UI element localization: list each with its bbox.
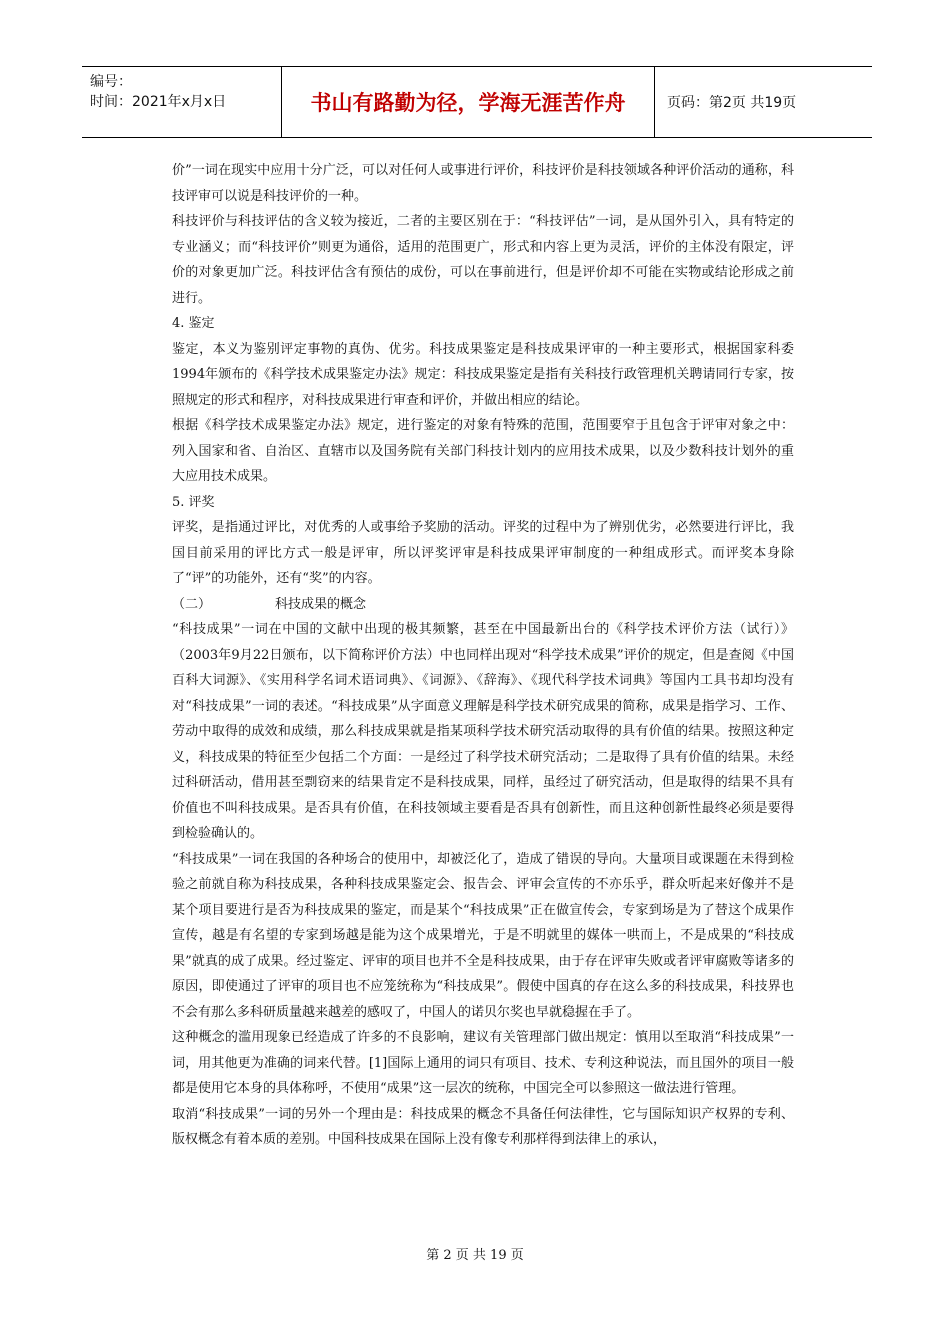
paragraph: 科技评价与科技评估的含义较为接近，二者的主要区别在于：“科技评估”一词，是从国外引入，具有特定的专业涵义；而“科技评价”则更为通俗，适用的范围更广，形式和内容上更为灵活，评价的主体没有限定，评价的对象更加广泛。科技评估含有预估的成份，可以在事前进行，但是评价却不可能在实物或结论形成之前进行。 [172,214,794,306]
time-label: 时间：2021年x月x日 [90,94,227,110]
subsection-number: （二） [172,596,212,612]
paragraph: 取消“科技成果”一词的另外一个理由是：科技成果的概念不具备任何法律性，它与国际知识产权界的专利、版权概念有着本质的差别。中国科技成果在国际上没有像专利那样得到法律上的承认， [172,1106,794,1147]
section-heading-appraisal: 4. 鉴定 [172,316,215,331]
header-motto: 书山有路勤为径，学海无涯苦作舟 [282,67,655,137]
header-meta [82,67,282,137]
header-page-info: 页码：第2页 共19页 [667,95,797,111]
paragraph: “科技成果”一词在我国的各种场合的使用中，却被泛化了，造成了错误的导向。大量项目或课题在未得到检验之前就自称为科技成果，各种科技成果鉴定会、报告会、评审会宣传的不亦乐乎，群众听起来好像并不是某个项目要进行是否为科技成果的鉴定，而是某个“科技成果”正在做宣传会，专家到场是为了替这个成果作宣传，越是有名望的专家到场越是能为这个成果增光，于是不明就里的媒体一哄而上，不是成果的“科技成果”就真的成了成果。经过鉴定、评审的项目也并不全是科技成果，由于存在评审失败或者评审腐败等诸多的原因，即使通过了评审的项目也不应笼统称为“科技成果”。假使中国真的存在这么多的科技成果，科技界也不会有那么多科研质量越来越差的感叹了，中国人的诺贝尔奖也早就稳握在手了。 [172,851,794,1020]
page-footer: 第 2 页 共 19 页 [426,1248,524,1263]
subsection-title: 科技成果的概念 [275,596,367,612]
document-body [172,158,794,1153]
page-header [82,66,872,138]
paragraph: 评奖，是指通过评比，对优秀的人或事给予奖励的活动。评奖的过程中为了辨别优劣，必然要进行评比，我国目前采用的评比方式一般是评审，所以评奖评审是科技成果评审制度的一种组成形式。而评奖本身除了“评”的功能外，还有“奖”的内容。 [172,520,794,586]
serial-label: 编号： [90,74,132,90]
paragraph: 鉴定，本义为鉴别评定事物的真伪、优劣。科技成果鉴定是科技成果评审的一种主要形式，根据国家科委1994年颁布的《科学技术成果鉴定办法》规定：科技成果鉴定是指有关科技行政管理机关聘请同行专家，按照规定的形式和程序，对科技成果进行审查和评价，并做出相应的结论。 [172,341,794,408]
subsection-heading [172,592,794,618]
paragraph: 价”一词在现实中应用十分广泛，可以对任何人或事进行评价，科技评价是科技领域各种评价活动的通称，科技评审可以说是科技评价的一种。 [172,163,794,204]
paragraph: 根据《科学技术成果鉴定办法》规定，进行鉴定的对象有特殊的范围，范围要窄于且包含于评审对象之中：列入国家和省、自治区、直辖市以及国务院有关部门科技计划内的应用技术成果，以及少数科技计划外的重大应用技术成果。 [172,418,794,484]
section-heading-award: 5. 评奖 [172,494,215,510]
paragraph: 这种概念的滥用现象已经造成了许多的不良影响，建议有关管理部门做出规定：慎用以至取消“科技成果”一词，用其他更为准确的词来代替。[1]国际上通用的词只有项目、技术、专利这种说法，而且国外的项目一般都是使用它本身的具体称呼，不使用“成果”这一层次的统称，中国完全可以参照这一做法进行管理。 [172,1030,794,1096]
paragraph: “科技成果”一词在中国的文献中出现的极其频繁，甚至在中国最新出台的《科学技术评价方法（试行）》（2003年9月22日颁布，以下简称评价方法）中也同样出现对“科学技术成果”评价的规定，但是查阅《中国百科大词源》、《实用科学名词术语词典》、《词源》、《辞海》、《现代科学技术词典》等国内工具书却均没有对“科技成果”一词的表述。“科技成果”从字面意义理解是科学技术研究成果的简称，成果是指学习、工作、劳动中取得的成效和成绩，那么科技成果就是指某项科学技术研究活动取得的具有价值的结果。按照这种定义，科技成果的特征至少包括二个方面：一是经过了科学技术研究活动；二是取得了具有价值的结果。未经过科研活动，借用甚至剽窃来的结果肯定不是科技成果，同样，虽经过了研究活动，但是取得的结果不具有价值也不叫科技成果。是否具有价值，在科技领域主要看是否具有创新性，而且这种创新性最终必须是要得到检验确认的。 [172,622,794,841]
